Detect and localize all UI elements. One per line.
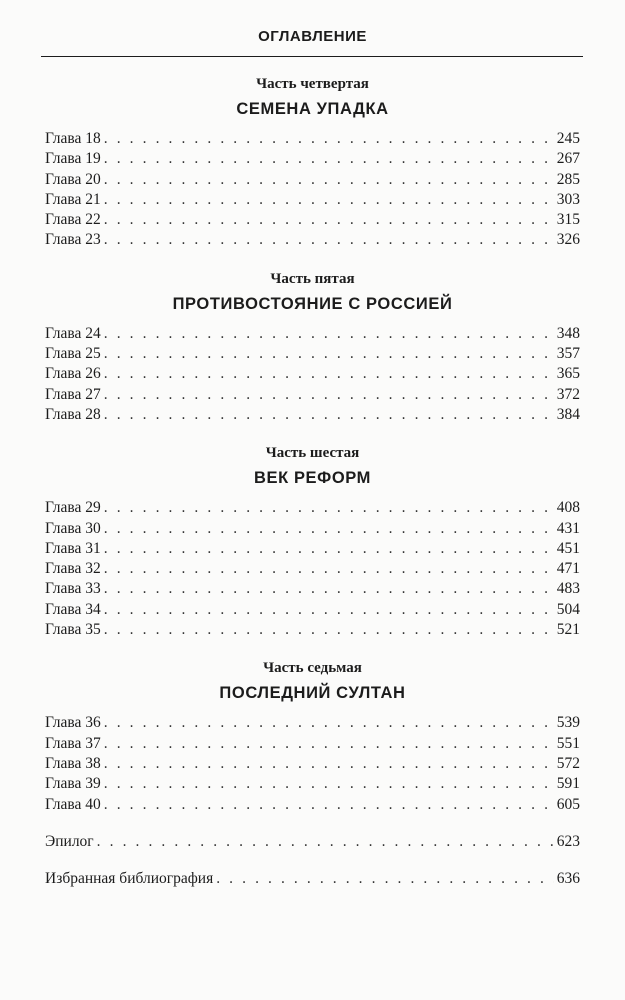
chapter-label: Глава 39: [45, 775, 101, 793]
dot-leader: [104, 713, 554, 733]
dot-leader: [216, 869, 554, 889]
part-section: [45, 443, 580, 640]
part-label: Часть шестая: [265, 445, 360, 462]
dot-leader: [104, 559, 554, 579]
chapter-entry[interactable]: [45, 324, 580, 344]
page-number: 539: [556, 714, 580, 732]
dot-leader: [104, 579, 554, 599]
dot-leader: [104, 405, 554, 425]
part-section: [45, 269, 580, 425]
chapter-entry[interactable]: [45, 519, 580, 539]
page-number: 285: [556, 170, 580, 188]
chapter-entry[interactable]: [45, 795, 580, 815]
chapter-label: Глава 23: [45, 231, 101, 249]
chapter-entry[interactable]: [45, 170, 580, 190]
bibliography-entry[interactable]: [45, 869, 580, 889]
chapter-entry[interactable]: [45, 600, 580, 620]
page-number: 348: [556, 324, 580, 342]
dot-leader: [104, 498, 554, 518]
dot-leader: [104, 774, 554, 794]
page-number: 431: [556, 519, 580, 537]
chapter-entry[interactable]: [45, 405, 580, 425]
chapter-entry[interactable]: [45, 364, 580, 384]
page-number: 245: [556, 130, 580, 147]
page-number: 504: [556, 600, 580, 618]
chapter-label: Глава 30: [45, 519, 101, 537]
chapter-label: Глава 26: [45, 365, 101, 383]
part-label: Часть четвертая: [256, 76, 369, 92]
part-title: СЕМЕНА УПАДКА: [236, 100, 389, 118]
page-number: 605: [556, 795, 580, 813]
dot-leader: [104, 129, 554, 149]
page-number: 551: [556, 734, 580, 752]
chapter-entry[interactable]: [45, 210, 580, 230]
chapter-entry[interactable]: [45, 190, 580, 210]
chapter-entry[interactable]: [45, 230, 580, 250]
chapter-label: Глава 19: [45, 150, 101, 168]
page-number: 315: [556, 211, 580, 229]
page-number: 483: [556, 580, 580, 598]
part-title: ВЕК РЕФОРМ: [253, 469, 372, 488]
chapter-label: Глава 32: [45, 560, 101, 578]
dot-leader: [104, 170, 554, 190]
page-number: 372: [556, 385, 580, 403]
chapter-label: Глава 20: [45, 170, 101, 188]
bibliography-label: Избранная библиография: [45, 870, 214, 888]
dot-leader: [104, 600, 554, 620]
chapter-entry[interactable]: [45, 149, 580, 169]
chapter-label: Глава 33: [45, 580, 101, 598]
part-title: ПРОТИВОСТОЯНИЕ С РОССИЕЙ: [172, 294, 453, 313]
chapter-label: Глава 36: [45, 714, 101, 732]
chapter-entry[interactable]: [45, 385, 580, 405]
chapter-entry[interactable]: [45, 620, 580, 640]
page-number: 303: [556, 190, 580, 208]
dot-leader: [104, 230, 554, 250]
dot-leader: [104, 324, 554, 344]
chapter-entry[interactable]: [45, 344, 580, 364]
dot-leader: [104, 344, 554, 364]
page-number: 357: [556, 345, 580, 363]
chapter-label: Глава 31: [45, 539, 101, 557]
chapter-label: Глава 22: [45, 211, 101, 229]
chapter-label: Глава 27: [45, 385, 101, 403]
part-title: ПОСЛЕДНИЙ СУЛТАН: [219, 684, 406, 703]
part-section: [45, 658, 580, 814]
page-number: 326: [556, 231, 580, 249]
page-number: 623: [556, 832, 580, 850]
part-section: [45, 74, 580, 251]
chapter-entry[interactable]: [45, 754, 580, 774]
page-number: 636: [556, 870, 580, 888]
chapter-entry[interactable]: [45, 498, 580, 518]
dot-leader: [104, 754, 554, 774]
chapter-label: Глава 24: [45, 324, 101, 342]
dot-leader: [104, 519, 554, 539]
dot-leader: [104, 364, 554, 384]
chapter-label: Глава 21: [45, 190, 101, 208]
page-number: 572: [556, 754, 580, 772]
page-number: 591: [556, 775, 580, 793]
dot-leader: [97, 832, 554, 852]
chapter-label: Глава 29: [45, 499, 101, 517]
page-number: 451: [556, 539, 580, 557]
chapter-label: Глава 28: [45, 405, 101, 423]
page-number: 471: [556, 560, 580, 578]
chapter-label: Глава 25: [45, 345, 101, 363]
epilogue-entry[interactable]: [45, 832, 580, 852]
header-rule: [41, 56, 583, 57]
chapter-entry[interactable]: [45, 774, 580, 794]
table-of-contents: [45, 74, 580, 889]
dot-leader: [104, 210, 554, 230]
dot-leader: [104, 620, 554, 640]
dot-leader: [104, 539, 554, 559]
chapter-entry[interactable]: [45, 559, 580, 579]
page-number: 267: [556, 150, 580, 168]
chapter-label: Глава 37: [45, 734, 101, 752]
chapter-label: Глава 35: [45, 621, 101, 639]
chapter-entry[interactable]: [45, 579, 580, 599]
part-label: Часть пятая: [270, 270, 355, 287]
chapter-entry[interactable]: [45, 734, 580, 754]
page-number: 365: [556, 365, 580, 383]
chapter-label: Глава 18: [45, 130, 101, 147]
dot-leader: [104, 734, 554, 754]
page-number: 384: [556, 405, 580, 423]
dot-leader: [104, 149, 554, 169]
chapter-label: Глава 38: [45, 754, 101, 772]
page-header: ОГЛАВЛЕНИЕ: [258, 28, 367, 45]
dot-leader: [104, 190, 554, 210]
page-number: 521: [556, 621, 580, 639]
chapter-entry[interactable]: [45, 129, 580, 149]
dot-leader: [104, 795, 554, 815]
chapter-label: Глава 40: [45, 795, 101, 813]
dot-leader: [104, 385, 554, 405]
part-label: Часть седьмая: [263, 660, 362, 677]
page-number: 408: [556, 499, 580, 517]
chapter-entry[interactable]: [45, 539, 580, 559]
epilogue-label: Эпилог: [45, 832, 94, 850]
chapter-entry[interactable]: [45, 713, 580, 733]
chapter-label: Глава 34: [45, 600, 101, 618]
